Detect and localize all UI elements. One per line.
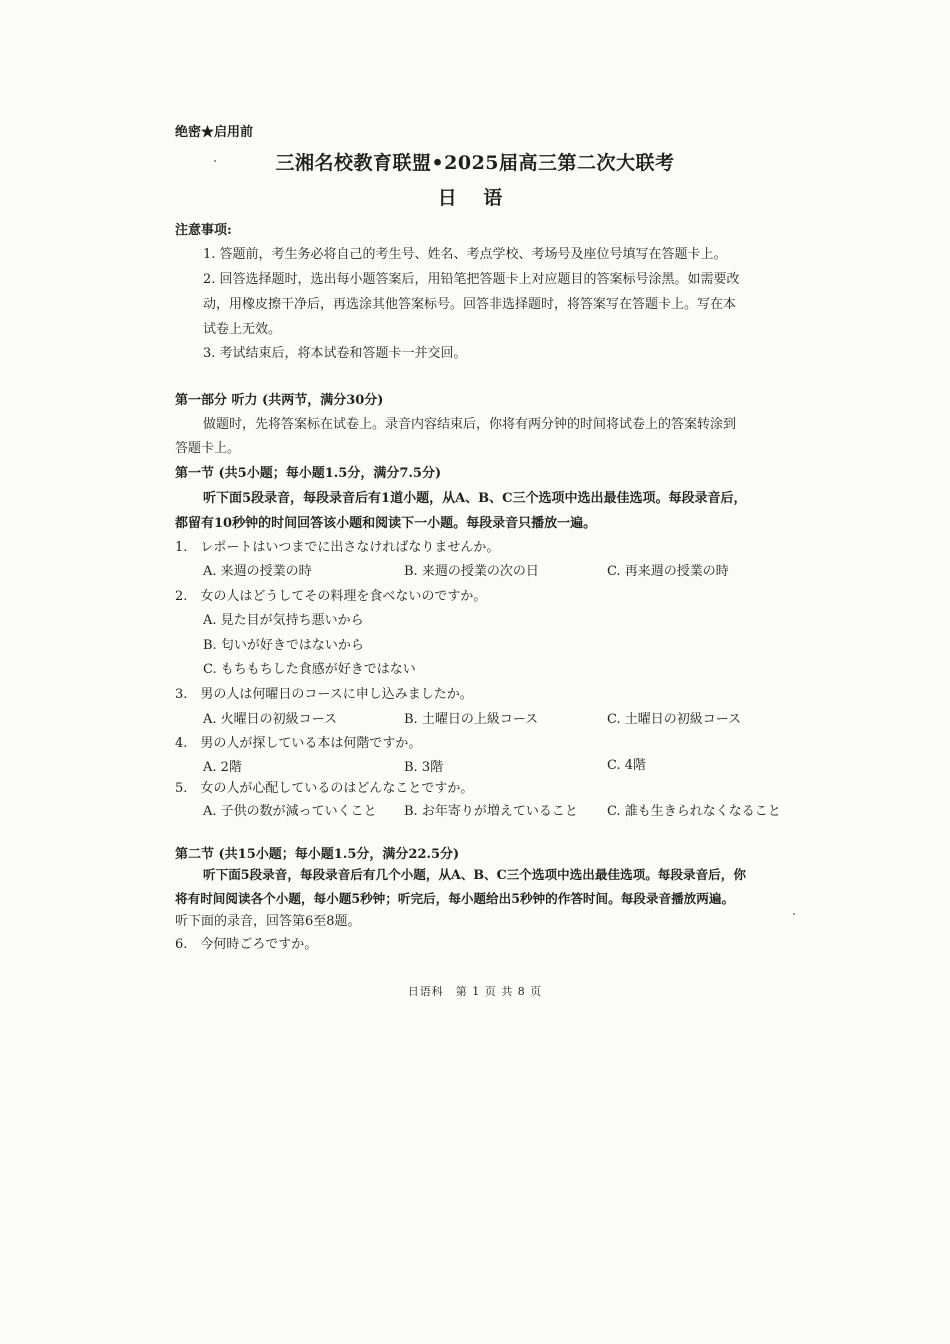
question-stem: 4. 男の人が探している本は何階ですか。 <box>175 736 422 751</box>
option-c: C. もちもちした食感が好きではない <box>203 662 416 677</box>
section1-heading: 第一节 (共5小题；每小题1.5分，满分7.5分) <box>175 466 442 481</box>
option-c: C. 再来週の授業の時 <box>607 564 729 579</box>
part1-intro: 做题时，先将答案标在试卷上。录音内容结束后，你将有两分钟的时间将试卷上的答案转涂到 <box>203 417 737 432</box>
option-a: A. 見た目が気持ち悪いから <box>203 613 364 628</box>
scan-speck <box>793 913 795 915</box>
exam-title: 三湘名校教育联盟•2025届高三第二次大联考 <box>275 152 675 174</box>
part1-intro: 答题卡上。 <box>175 441 241 456</box>
section2-instructions: 将有时间阅读各个小题，每小题5秒钟；听完后，每小题给出5秒钟的作答时间。每段录音播放两遍。 <box>175 891 735 906</box>
question-stem: 1. レポートはいつまでに出さなければなりませんか。 <box>175 540 500 555</box>
notice-item: 动，用橡皮擦干净后，再选涂其他答案标号。回答非选择题时，将答案写在答题卡上。写在本 <box>203 297 737 312</box>
option-a: A. 火曜日の初級コース <box>203 712 338 727</box>
confidential-label: 绝密★启用前 <box>175 125 254 140</box>
section2-heading: 第二节 (共15小题；每小题1.5分，满分22.5分) <box>175 847 460 862</box>
section1-instructions: 都留有10秒钟的时间回答该小题和阅读下一小题。每段录音只播放一遍。 <box>175 516 597 531</box>
option-b: B. 匂いが好きではないから <box>203 638 364 653</box>
option-c: C. 土曜日の初級コース <box>607 712 742 727</box>
notice-heading: 注意事项: <box>175 223 232 238</box>
notice-item: 1. 答题前，考生务必将自己的考生号、姓名、考点学校、考场号及座位号填写在答题卡上。 <box>203 247 727 262</box>
notice-item: 3. 考试结束后，将本试卷和答题卡一并交回。 <box>203 346 467 361</box>
part1-heading: 第一部分 听力 (共两节，满分30分) <box>175 393 384 408</box>
option-a: A. 来週の授業の時 <box>203 564 312 579</box>
option-c: C. 誰も生きられなくなること <box>607 804 781 819</box>
option-b: B. 来週の授業の次の日 <box>404 564 539 579</box>
question-stem: 3. 男の人は何曜日のコースに申し込みましたか。 <box>175 687 473 702</box>
option-c: C. 4階 <box>607 758 647 773</box>
scan-speck <box>214 160 216 162</box>
notice-item: 2. 回答选择题时，选出每小题答案后，用铅笔把答题卡上对应题目的答案标号涂黑。如需要改 <box>203 272 740 287</box>
option-a: A. 2階 <box>203 760 242 775</box>
option-b: B. 3階 <box>404 760 444 775</box>
question-stem: 2. 女の人はどうしてその料理を食べないのですか。 <box>175 589 487 604</box>
option-a: A. 子供の数が減っていくこと <box>203 804 377 819</box>
page-footer: 日语科 第 1 页 共 8 页 <box>407 985 543 998</box>
question-stem: 6. 今何時ごろですか。 <box>175 937 318 952</box>
option-b: B. お年寄りが増えていること <box>404 804 578 819</box>
notice-item: 试卷上无效。 <box>203 322 282 337</box>
section1-instructions: 听下面5段录音，每段录音后有1道小题，从A、B、C三个选项中选出最佳选项。每段录音后， <box>203 491 747 506</box>
section2-instructions: 听下面的录音，回答第6至8题。 <box>175 914 361 929</box>
subject-title: 日 语 <box>437 187 513 209</box>
section2-instructions: 听下面5段录音，每段录音后有几个小题，从A、B、C三个选项中选出最佳选项。每段录音后，你 <box>203 867 746 882</box>
option-b: B. 土曜日の上級コース <box>404 712 539 727</box>
question-stem: 5. 女の人が心配しているのはどんなことですか。 <box>175 781 474 796</box>
